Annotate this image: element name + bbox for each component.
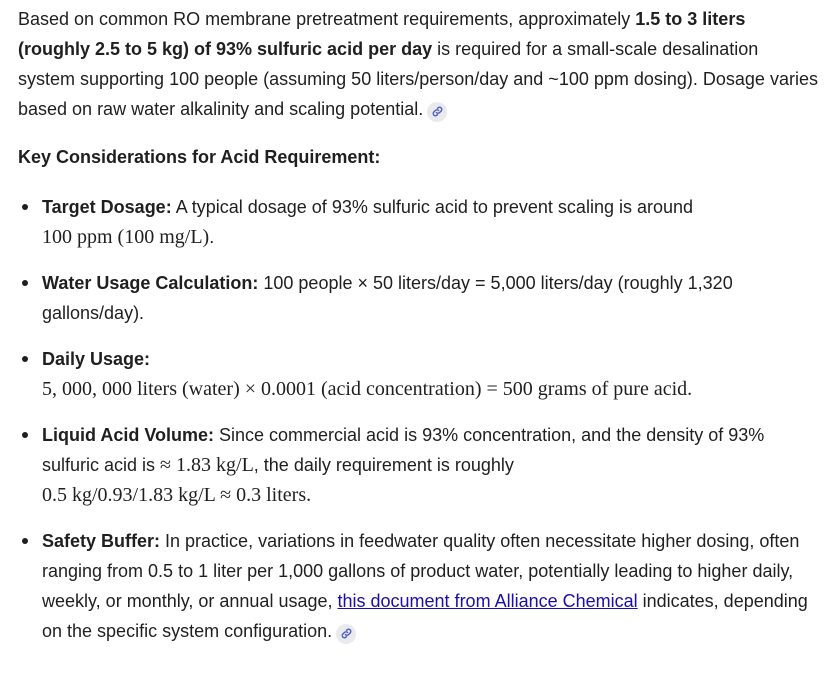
item-math: 100 ppm (100 mg/L) xyxy=(42,226,210,248)
intro-text-after: is required for a small-scale desalination system supporting 100 people (assuming 50 liters/person/day and ~100 ppm dosing). Dosage varies based on raw water alkalinity and scaling potential. xyxy=(18,39,818,119)
item-end: . xyxy=(209,227,215,247)
item-text: A typical dosage of 93% sulfuric acid to prevent scaling is around xyxy=(171,197,694,217)
intro-bold-amount: 1.5 to 3 liters (roughly 2.5 to 5 kg) of 93% sulfuric acid per day xyxy=(18,9,746,59)
item-math-volume: 0.5 kg/0.93/1.83 kg/L ≈ 0.3 liters. xyxy=(42,484,312,506)
list-item-daily-usage xyxy=(42,344,819,404)
item-label: Daily Usage: xyxy=(42,349,151,369)
item-label: Water Usage Calculation: xyxy=(42,273,259,293)
item-text: 100 people × 50 liters/day = 5,000 liters/day (roughly 1,320 gallons/day). xyxy=(42,273,733,323)
item-math: 5, 000, 000 liters (water) × 0.0001 (acid concentration) = 500 grams of pure acid. xyxy=(42,378,693,400)
link-icon[interactable] xyxy=(427,102,447,122)
considerations-list xyxy=(18,192,819,646)
item-label: Liquid Acid Volume: xyxy=(42,425,214,445)
list-item-target-dosage xyxy=(42,192,819,252)
section-heading: Key Considerations for Acid Requirement: xyxy=(18,147,381,167)
item-text-2: , the daily requirement is roughly xyxy=(253,455,514,475)
item-text: In practice, variations in feedwater quality often necessitate higher dosing, often ranging from 0.5 to 1 liter per 1,000 gallons of product water, potentially leading to higher daily, weekly, or monthly, or annual usage, xyxy=(42,531,800,611)
alliance-chemical-link[interactable]: this document from Alliance Chemical xyxy=(337,591,638,611)
item-text-2: indicates, depending on the specific system configuration. xyxy=(42,591,808,641)
item-label: Target Dosage: xyxy=(42,197,172,217)
item-label: Safety Buffer: xyxy=(42,531,161,551)
list-item-safety-buffer xyxy=(42,526,819,646)
item-math-density: ≈ 1.83 kg/L xyxy=(160,454,254,476)
list-item-liquid-acid-volume xyxy=(42,420,819,510)
intro-text-before: Based on common RO membrane pretreatment requirements, approximately xyxy=(18,9,636,29)
link-icon[interactable] xyxy=(336,624,356,644)
list-item-water-usage xyxy=(42,268,819,328)
intro-paragraph xyxy=(18,4,819,124)
item-text: Since commercial acid is 93% concentration, and the density of 93% sulfuric acid is xyxy=(42,425,765,475)
